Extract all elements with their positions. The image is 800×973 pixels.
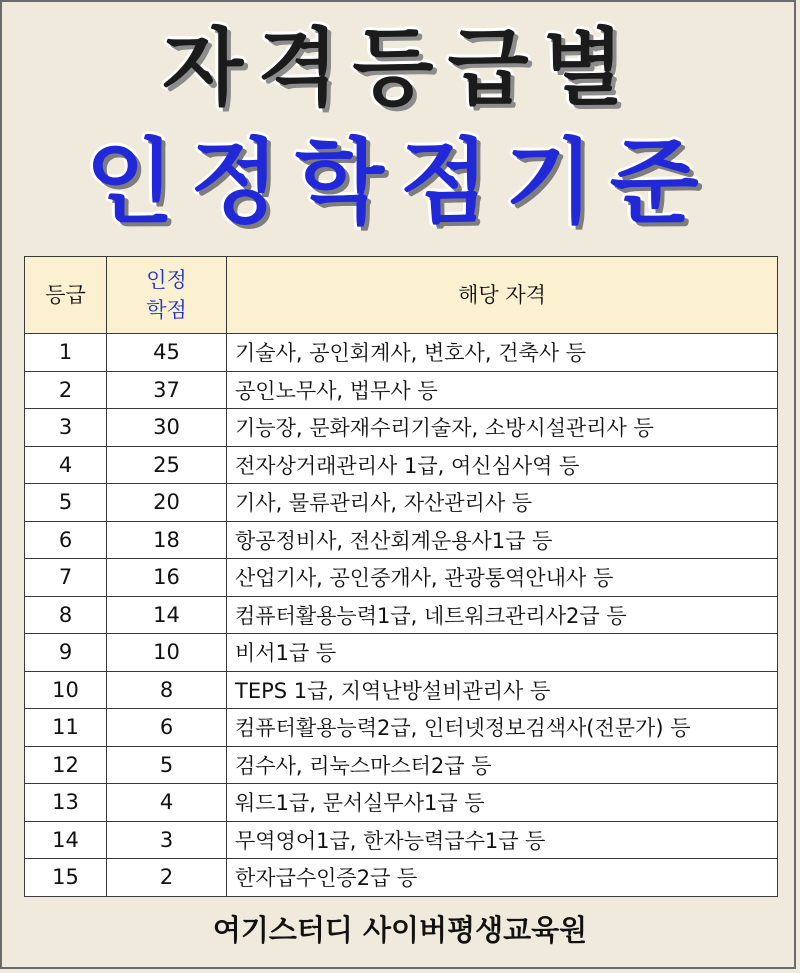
row-qualifications: 워드1급, 문서실무사1급 등	[227, 784, 778, 822]
row-credit: 6	[107, 709, 227, 747]
table-row	[25, 596, 778, 634]
row-grade: 7	[25, 559, 107, 597]
row-grade: 9	[25, 634, 107, 672]
row-credit: 18	[107, 521, 227, 559]
row-credit: 45	[107, 334, 227, 372]
row-grade: 3	[25, 409, 107, 447]
row-credit: 3	[107, 821, 227, 859]
row-grade: 8	[25, 596, 107, 634]
row-qualifications: 기능장, 문화재수리기술자, 소방시설관리사 등	[227, 409, 778, 447]
row-qualifications: 항공정비사, 전산회계운용사1급 등	[227, 521, 778, 559]
row-credit: 10	[107, 634, 227, 672]
row-qualifications: 컴퓨터활용능력1급, 네트워크관리사2급 등	[227, 596, 778, 634]
table-row	[25, 634, 778, 672]
header-grade: 등급	[25, 257, 107, 334]
footer-organization: 여기스터디 사이버평생교육원	[212, 913, 588, 947]
table-row	[25, 859, 778, 897]
row-qualifications: 무역영어1급, 한자능력급수1급 등	[227, 821, 778, 859]
row-credit: 2	[107, 859, 227, 897]
row-grade: 11	[25, 709, 107, 747]
row-qualifications: 전자상거래관리사 1급, 여신심사역 등	[227, 446, 778, 484]
row-grade: 2	[25, 371, 107, 409]
table-row	[25, 746, 778, 784]
row-grade: 4	[25, 446, 107, 484]
row-qualifications: 비서1급 등	[227, 634, 778, 672]
row-qualifications: TEPS 1급, 지역난방설비관리사 등	[227, 671, 778, 709]
table-row	[25, 821, 778, 859]
row-qualifications: 공인노무사, 법무사 등	[227, 371, 778, 409]
row-credit: 16	[107, 559, 227, 597]
table-row	[25, 559, 778, 597]
row-credit: 20	[107, 484, 227, 522]
page-subtitle: 인정학점기준	[85, 129, 715, 236]
row-qualifications: 산업기사, 공인중개사, 관광통역안내사 등	[227, 559, 778, 597]
row-credit: 14	[107, 596, 227, 634]
row-grade: 5	[25, 484, 107, 522]
row-credit: 8	[107, 671, 227, 709]
table-header-row	[25, 257, 778, 334]
header-credit	[107, 257, 227, 334]
row-credit: 30	[107, 409, 227, 447]
page-title: 자격등급별	[162, 19, 638, 117]
table-row	[25, 709, 778, 747]
row-qualifications: 한자급수인증2급 등	[227, 859, 778, 897]
credit-table	[24, 256, 778, 897]
table-row	[25, 521, 778, 559]
table-row	[25, 409, 778, 447]
header-credit-line2: 학점	[146, 298, 187, 322]
row-credit: 25	[107, 446, 227, 484]
row-credit: 5	[107, 746, 227, 784]
row-grade: 6	[25, 521, 107, 559]
row-grade: 10	[25, 671, 107, 709]
table-row	[25, 334, 778, 372]
row-credit: 4	[107, 784, 227, 822]
row-qualifications: 기술사, 공인회계사, 변호사, 건축사 등	[227, 334, 778, 372]
table-row	[25, 371, 778, 409]
table-row	[25, 671, 778, 709]
row-grade: 1	[25, 334, 107, 372]
row-qualifications: 검수사, 리눅스마스터2급 등	[227, 746, 778, 784]
row-grade: 15	[25, 859, 107, 897]
table-row	[25, 446, 778, 484]
table-row	[25, 484, 778, 522]
row-qualifications: 기사, 물류관리사, 자산관리사 등	[227, 484, 778, 522]
table-row	[25, 784, 778, 822]
row-grade: 13	[25, 784, 107, 822]
header-credit-line1: 인정	[146, 268, 187, 292]
row-qualifications: 컴퓨터활용능력2급, 인터넷정보검색사(전문가) 등	[227, 709, 778, 747]
row-credit: 37	[107, 371, 227, 409]
header-qualifications: 해당 자격	[227, 257, 778, 334]
row-grade: 12	[25, 746, 107, 784]
row-grade: 14	[25, 821, 107, 859]
